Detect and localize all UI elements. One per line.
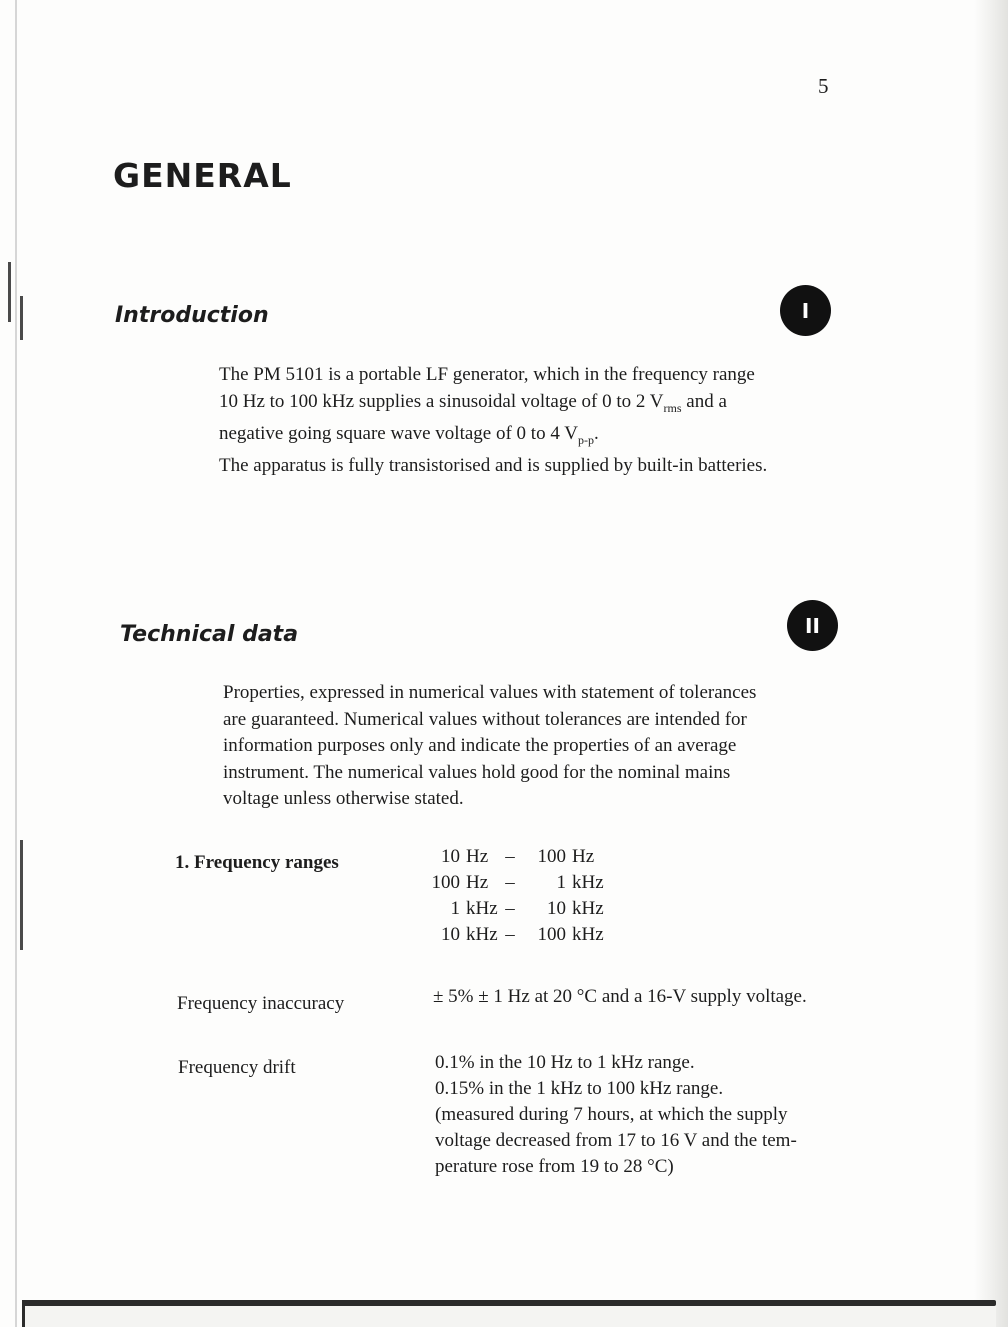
- left-edge-mark: [20, 296, 23, 340]
- paragraph-line: are guaranteed. Numerical values without tolerances are intended for: [223, 708, 747, 730]
- drift-line: (measured during 7 hours, at which the supply: [435, 1104, 788, 1125]
- page-number: 5: [818, 74, 829, 98]
- section-badge-technical-data: II: [787, 600, 838, 651]
- subscript-rms: rms: [663, 400, 682, 415]
- paragraph-line: voltage unless otherwise stated.: [223, 788, 464, 809]
- frequency-inaccuracy-label: Frequency inaccuracy: [177, 993, 345, 1014]
- paragraph-line: The PM 5101 is a portable LF generator, which in the frequency range: [219, 364, 755, 385]
- technical-data-heading: Technical data: [120, 622, 299, 647]
- drift-line: 0.15% in the 1 kHz to 100 kHz range.: [435, 1078, 724, 1099]
- introduction-paragraph: [219, 362, 834, 480]
- section-badge-introduction: I: [780, 285, 831, 336]
- frequency-drift-label: Frequency drift: [178, 1057, 296, 1078]
- paragraph-line: information purposes only and indicate the properties of an average: [223, 735, 737, 756]
- frequency-range-row: 10 kHz – 100 kHz: [441, 924, 604, 945]
- frequency-range-row: 1 kHz – 10 kHz: [450, 898, 604, 919]
- frequency-ranges-label: 1. Frequency ranges: [175, 852, 339, 873]
- left-page-edge: [15, 0, 17, 1327]
- paragraph-line: Properties, expressed in numerical values with statement of tolerances: [223, 682, 757, 703]
- subscript-pp: p-p: [577, 432, 594, 447]
- frequency-inaccuracy-value: ± 5% ± 1 Hz at 20 °C and a 16-V supply voltage.: [433, 986, 807, 1007]
- paragraph-line: The apparatus is fully transistorised and is supplied by built-in batteries.: [219, 455, 768, 477]
- bottom-page-edge: [22, 1300, 996, 1306]
- technical-data-paragraph: [223, 680, 839, 813]
- drift-line: voltage decreased from 17 to 16 V and the tem-: [435, 1130, 797, 1151]
- paragraph-line: 10 Hz to 100 kHz supplies a sinusoidal voltage of 0 to 2 $V_{rms}$ and a: [219, 390, 727, 415]
- paragraph-line: instrument. The numerical values hold good for the nominal mains: [223, 761, 731, 783]
- left-edge-mark: [8, 262, 11, 322]
- frequency-drift-value: [435, 1050, 847, 1180]
- left-edge-mark: [20, 840, 23, 950]
- frequency-range-row: 10 Hz – 100 Hz: [441, 846, 595, 867]
- frequency-range-row: 100 Hz – 1 kHz: [431, 872, 604, 893]
- introduction-heading: Introduction: [115, 303, 269, 328]
- bottom-page-margin: [22, 1306, 996, 1327]
- chapter-title: GENERAL: [113, 156, 292, 195]
- drift-line: perature rose from 19 to 28 °C): [435, 1156, 674, 1177]
- page-edge-shadow: [974, 0, 1008, 1327]
- bottom-corner-edge: [22, 1300, 25, 1327]
- drift-line: 0.1% in the 10 Hz to 1 kHz range.: [435, 1052, 695, 1073]
- paragraph-line: negative going square wave voltage of 0 to 4 $V_{p-p}$.: [219, 422, 599, 447]
